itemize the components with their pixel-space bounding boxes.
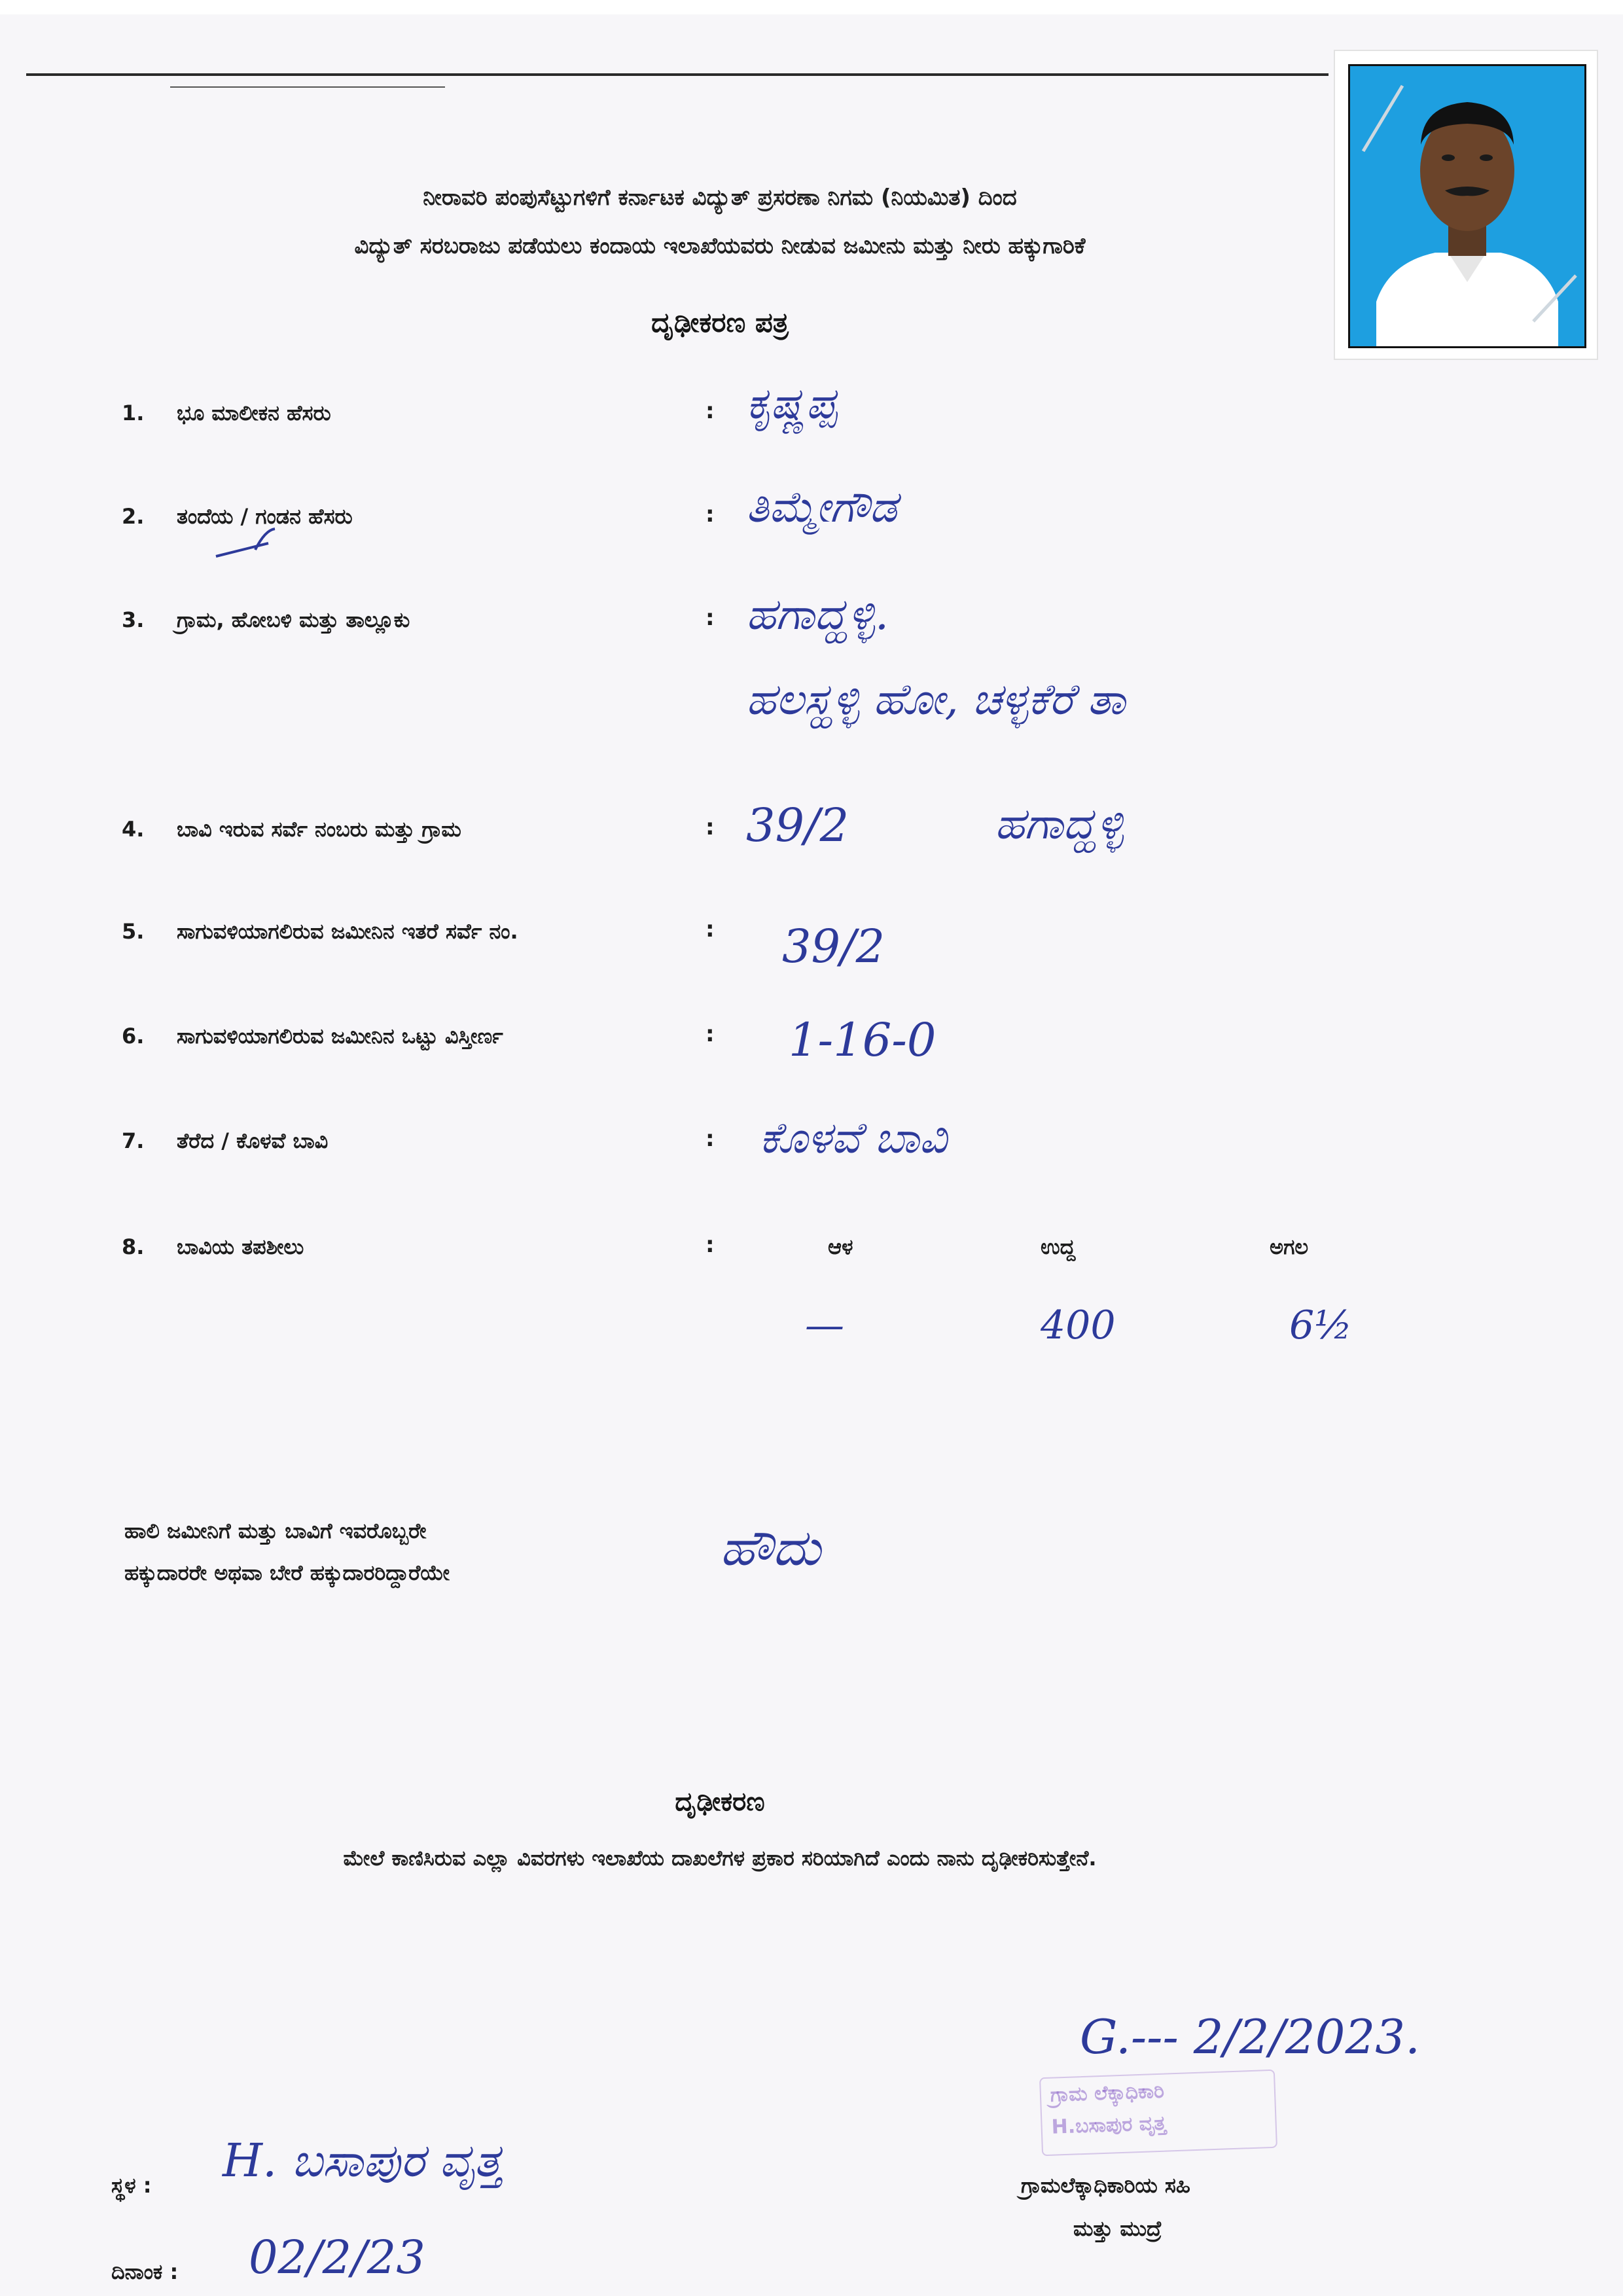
field-8-colon: : [705,1232,715,1258]
field-8-label: ಬಾವಿಯ ತಪಶೀಲು [177,1234,304,1259]
stamp-place: H.ಬಸಾಪುರ ವೃತ್ತ [1051,2111,1167,2139]
field-4-number: 4. [122,817,145,842]
top-rule [26,73,1329,76]
field-2-strike-mark [209,524,288,563]
certification-title: ದೃಢೀಕರಣ [675,1787,765,1817]
well-length-header: ಉದ್ದ [1041,1234,1076,1259]
field-3-colon: : [705,605,715,631]
field-4-colon: : [705,814,715,840]
field-3-number: 3. [122,607,145,632]
ownership-question-line-2: ಹಕ್ಕುದಾರರೇ ಅಥವಾ ಬೇರೆ ಹಕ್ಕುದಾರರಿದ್ದಾರೆಯೇ [124,1560,450,1585]
field-4-label: ಬಾವಿ ಇರುವ ಸರ್ವೆ ನಂಬರು ಮತ್ತು ಗ್ರಾಮ [177,817,461,842]
officer-seal-caption: ಮತ್ತು ಮುದ್ರೆ [1073,2216,1162,2241]
field-4-value: 39/2 [746,798,849,852]
field-6-label: ಸಾಗುವಳಿಯಾಗಲಿರುವ ಜಮೀನಿನ ಒಟ್ಟು ವಿಸ್ತೀರ್ಣ [177,1024,503,1049]
field-2-value: ತಿಮ್ಮೇಗೌಡ [746,482,897,532]
officer-signature: G.--- 2/2/2023. [1080,2009,1420,2064]
field-3-value: ಹಗಾದ್ಹಳ್ಳಿ. [746,589,889,639]
document-title: ದೃಢೀಕರಣ ಪತ್ರ [651,306,789,338]
field-7-label: ತೆರೆದ / ಕೊಳವೆ ಬಾವಿ [177,1128,329,1153]
date-value: 02/2/23 [249,2231,425,2284]
header-line-1: ನೀರಾವರಿ ಪಂಪುಸೆಟ್ಟುಗಳಿಗೆ ಕರ್ನಾಟಕ ವಿದ್ಯುತ್ ಪ್ರಸರಣಾ ನಿಗಮ (ನಿಯಮಿತ) ದಿಂದ [423,185,1017,211]
officer-signature-caption: ಗ್ರಾಮಲೆಕ್ಕಾಧಿಕಾರಿಯ ಸಹಿ [1021,2173,1190,2198]
certification-text: ಮೇಲೆ ಕಾಣಿಸಿರುವ ಎಲ್ಲಾ ವಿವರಗಳು ಇಲಾಖೆಯ ದಾಖಲೆಗಳ ಪ್ರಕಾರ ಸರಿಯಾಗಿದೆ ಎಂದು ನಾನು ದೃಢೀಕರಿಸುತ್ತೇನೆ. [343,1846,1097,1871]
field-4-village: ಹಗಾದ್ಹಳ್ಳಿ [995,798,1124,849]
field-1-label: ಭೂ ಮಾಲೀಕನ ಹೆಸರು [177,401,331,425]
header-line-2: ವಿದ್ಯುತ್ ಸರಬರಾಜು ಪಡೆಯಲು ಕಂದಾಯ ಇಲಾಖೆಯವರು ನೀಡುವ ಜಮೀನು ಮತ್ತು ನೀರು ಹಕ್ಕುಗಾರಿಕೆ [354,233,1086,259]
field-8-number: 8. [122,1234,145,1259]
official-stamp [1039,2070,1277,2156]
field-7-colon: : [705,1126,715,1152]
field-6-number: 6. [122,1024,145,1049]
stamp-title: ಗ್ರಾಮ ಲೆಕ್ಕಾಧಿಕಾರಿ [1050,2079,1165,2107]
ownership-answer: ಹೌದು [720,1518,821,1577]
paper-top-edge [0,0,1623,14]
field-1-value: ಕೃಷ್ಣಪ್ಪ [746,378,837,429]
well-width-value: 6½ [1289,1302,1353,1348]
field-5-colon: : [705,916,715,942]
field-2-colon: : [705,501,715,528]
field-1-colon: : [705,398,715,424]
well-depth-header: ಆಳ [828,1234,853,1259]
well-depth-value: — [805,1302,844,1348]
field-6-value: 1-16-0 [789,1013,936,1067]
field-1-number: 1. [122,401,145,425]
top-rule-short [170,86,445,88]
field-3-label: ಗ್ರಾಮ, ಹೋಬಳಿ ಮತ್ತು ತಾಲ್ಲೂಕು [177,607,410,632]
well-width-header: ಅಗಲ [1270,1234,1309,1259]
field-2-number: 2. [122,504,145,529]
field-6-colon: : [705,1021,715,1047]
well-length-value: 400 [1041,1302,1116,1348]
field-7-value: ಕೊಳವೆ ಬಾವಿ [759,1113,948,1163]
place-value: H. ಬಸಾಪುರ ವೃತ್ತ [223,2134,503,2187]
field-5-label: ಸಾಗುವಳಿಯಾಗಲಿರುವ ಜಮೀನಿನ ಇತರೆ ಸರ್ವೆ ನಂ. [177,919,518,944]
field-5-number: 5. [122,919,145,944]
date-label: ದಿನಾಂಕ : [111,2259,179,2284]
place-label: ಸ್ಥಳ : [111,2173,152,2198]
field-2-label: ತಂದೆಯ / ಗಂಡನ ಹೆಸರು [177,504,353,529]
field-7-number: 7. [122,1128,145,1153]
field-5-value: 39/2 [782,920,885,973]
field-3-value-line-2: ಹಲಸ್ಹಳ್ಳಿ ಹೋ, ಚಳ್ಳಕೆರೆ ತಾ [746,674,1126,725]
ownership-question-line-1: ಹಾಲಿ ಜಮೀನಿಗೆ ಮತ್ತು ಬಾವಿಗೆ ಇವರೊಬ್ಬರೇ [124,1518,427,1543]
